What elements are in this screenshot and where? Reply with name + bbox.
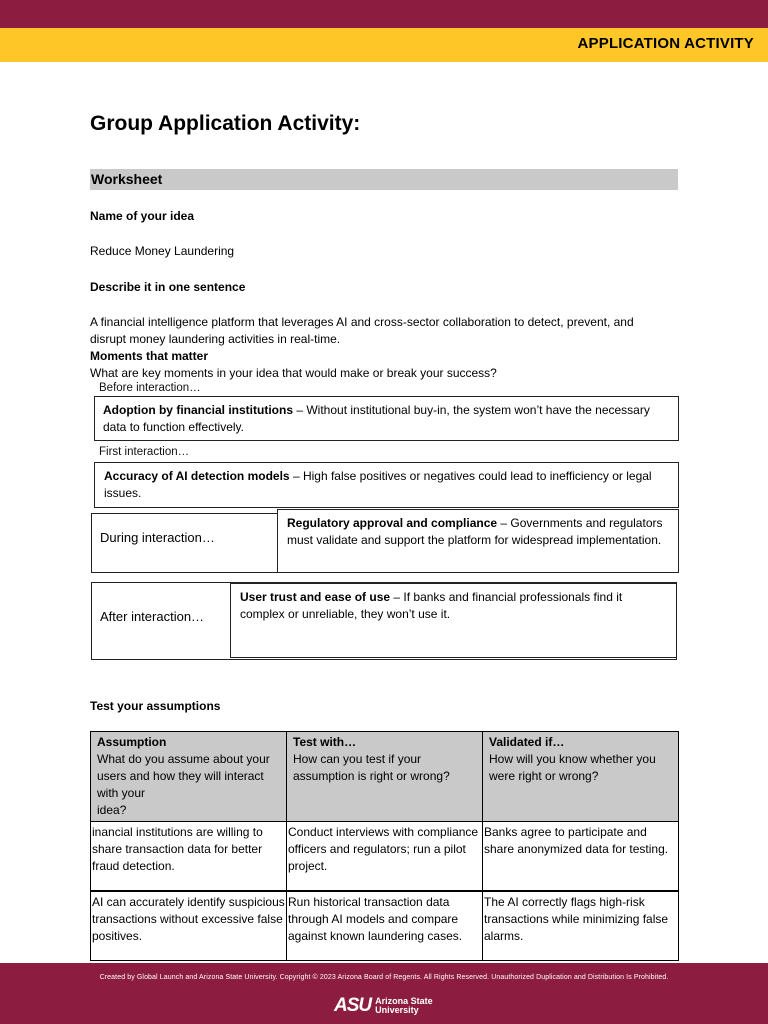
table-cell: Run historical transaction data through AI models and compare against known laundering cases. — [287, 891, 483, 961]
during-interaction-text: – Governments and regulators must validate and support the platform for widespread implementation. — [287, 516, 663, 547]
first-interaction-title: Accuracy of AI detection models — [104, 469, 290, 483]
before-interaction-title: Adoption by financial institutions — [103, 403, 293, 417]
worksheet-heading: Worksheet — [90, 169, 678, 190]
table-header-row — [91, 732, 679, 822]
during-interaction-label: During interaction… — [100, 530, 215, 545]
after-interaction-title: User trust and ease of use — [240, 590, 391, 604]
first-interaction-label: First interaction… — [99, 446, 190, 458]
first-interaction-text: – High false positives or negatives could lead to inefficiency or legal issues. — [104, 469, 652, 500]
idea-name-value: Reduce Money Laundering — [90, 244, 235, 258]
footer-copyright: Created by Global Launch and Arizona State University. Copyright © 2023 Arizona Board of Regents. All Rights Reserved. Unauthorized Duplication and Distribution Is Prohibited. — [99, 974, 669, 981]
column-header-validated-if — [483, 732, 679, 822]
header-label: APPLICATION ACTIVITY — [577, 35, 754, 52]
describe-line-2: disrupt money laundering activities in real-time. — [90, 332, 341, 346]
column-subtitle: How will you know whether you were right or wrong? — [489, 752, 656, 783]
first-interaction-box — [94, 462, 679, 508]
moments-question: What are key moments in your idea that would make or break your success? — [90, 366, 497, 380]
describe-label: Describe it in one sentence — [90, 280, 246, 294]
before-interaction-text: – Without institutional buy-in, the system won’t have the necessary data to function effectively. — [103, 403, 650, 434]
header-top-bar — [0, 0, 768, 28]
asu-logo — [334, 995, 433, 1017]
table-cell: The AI correctly flags high-risk transactions while minimizing false alarms. — [483, 891, 679, 961]
during-interaction-box — [277, 509, 679, 573]
idea-name-label: Name of your idea — [90, 209, 195, 223]
column-title: Assumption — [97, 735, 167, 749]
asu-logo-line-2: University — [375, 1005, 419, 1015]
column-header-assumption — [91, 732, 287, 822]
during-interaction-title: Regulatory approval and compliance — [287, 516, 498, 530]
table-cell: AI can accurately identify suspicious transactions without excessive false positives. — [91, 891, 287, 961]
assumptions-table — [90, 731, 679, 961]
after-interaction-box — [230, 583, 677, 658]
column-subtitle-2: idea? — [97, 803, 127, 817]
column-subtitle: How can you test if your assumption is right or wrong? — [293, 752, 450, 783]
column-title: Validated if… — [489, 735, 565, 749]
page-title: Group Application Activity: — [90, 112, 361, 135]
column-header-test-with — [287, 732, 483, 822]
table-cell: inancial institutions are willing to share transaction data for better fraud detection. — [91, 822, 287, 892]
table-row — [91, 822, 679, 892]
before-interaction-label: Before interaction… — [99, 382, 201, 394]
after-interaction-text: – If banks and financial professionals find it complex or unreliable, they won’t use it. — [240, 590, 623, 621]
before-interaction-box — [94, 396, 679, 441]
asu-logo-line-1: Arizona State — [375, 996, 433, 1006]
table-cell: Banks agree to participate and share anonymized data for testing. — [483, 822, 679, 892]
describe-line-1: A financial intelligence platform that leverages AI and cross-sector collaboration to detect, prevent, and — [90, 315, 634, 329]
table-cell: Conduct interviews with compliance officers and regulators; run a pilot project. — [287, 822, 483, 892]
assumptions-heading: Test your assumptions — [90, 699, 221, 713]
asu-logo-mark: ASU — [334, 995, 372, 1016]
after-interaction-label: After interaction… — [100, 609, 205, 624]
asu-logo-name — [375, 997, 433, 1015]
moments-label: Moments that matter — [90, 349, 209, 363]
column-title: Test with… — [293, 735, 357, 749]
table-row — [91, 891, 679, 961]
column-subtitle: What do you assume about your users and how they will interact with your — [97, 752, 270, 800]
